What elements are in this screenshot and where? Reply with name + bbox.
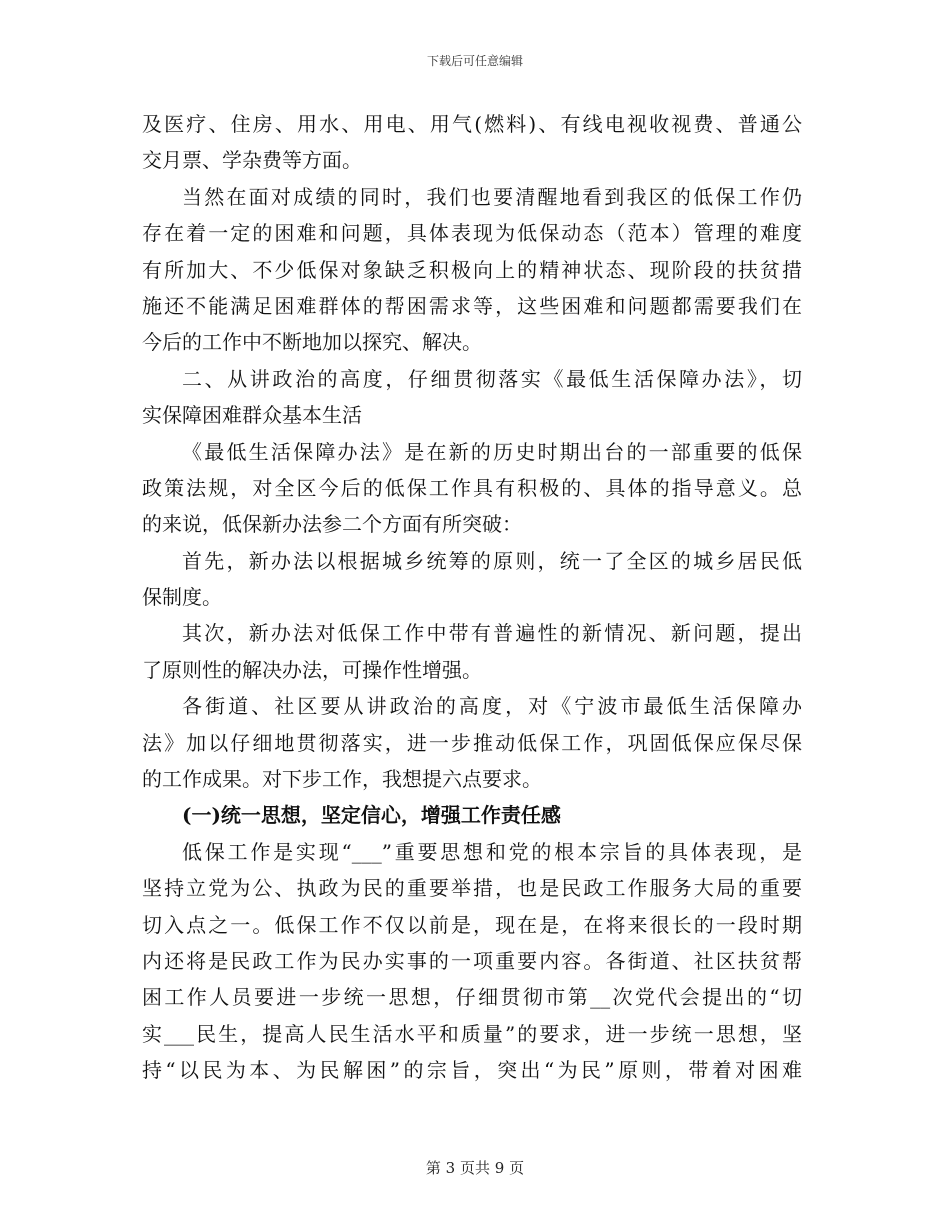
text-line: 的工作成果。对下步工作，我想提六点要求。 bbox=[142, 767, 542, 792]
text-line: 其次，新办法对低保工作中带有普遍性的新情况、新问题，提出 bbox=[182, 621, 802, 646]
section-heading-line: 实保障困难群众基本生活 bbox=[142, 403, 362, 428]
text-line: 的来说，低保新办法参二个方面有所突破： bbox=[142, 512, 522, 537]
text-line: 交月票、学杂费等方面。 bbox=[142, 148, 362, 173]
section-heading-line: 二、从讲政治的高度，仔细贯彻落实《最低生活保障办法》，切 bbox=[182, 366, 802, 391]
text-line: 切入点之一。低保工作不仅以前是，现在是，在将来很长的一段时期 bbox=[142, 912, 802, 937]
text-line: 低保工作是实现“___”重要思想和党的根本宗旨的具体表现，是 bbox=[182, 839, 802, 864]
page-header-note: 下载后可任意编辑 bbox=[426, 54, 523, 68]
text-line: 存在着一定的困难和问题，具体表现为低保动态（范本）管理的难度 bbox=[142, 221, 802, 246]
text-line: 及医疗、住房、用水、用电、用气(燃料)、有线电视收视费、普通公 bbox=[142, 112, 802, 136]
text-line: 有所加大、不少低保对象缺乏积极向上的精神状态、现阶段的扶贫措 bbox=[142, 257, 802, 282]
text-line: 当然在面对成绩的同时，我们也要清醒地看到我区的低保工作仍 bbox=[182, 184, 802, 209]
text-line: 内还将是民政工作为民办实事的一项重要内容。各街道、社区扶贫帮 bbox=[142, 948, 802, 973]
page-number: 第 3 页共 9 页 bbox=[425, 1159, 525, 1177]
text-line: 今后的工作中不断地加以探究、解决。 bbox=[142, 330, 482, 355]
subsection-heading: (一)统一思想，坚定信心，增强工作责任感 bbox=[182, 803, 561, 828]
text-line: 实___民生，提高人民生活水平和质量”的要求，进一步统一思想，坚 bbox=[142, 1021, 802, 1046]
text-line: 施还不能满足困难群体的帮困需求等，这些困难和问题都需要我们在 bbox=[142, 293, 802, 318]
document-body bbox=[142, 106, 802, 1089]
text-line: 困工作人员要进一步统一思想，仔细贯彻市第__次党代会提出的“切 bbox=[142, 985, 802, 1010]
text-line: 了原则性的解决办法，可操作性增强。 bbox=[142, 657, 482, 682]
text-line: 法》加以仔细地贯彻落实，进一步推动低保工作，巩固低保应保尽保 bbox=[142, 730, 802, 755]
text-line: 持“以民为本、为民解困”的宗旨，突出“为民”原则，带着对困难 bbox=[142, 1058, 802, 1083]
text-line: 《最低生活保障办法》是在新的历史时期出台的一部重要的低保 bbox=[182, 439, 802, 464]
text-line: 各街道、社区要从讲政治的高度，对《宁波市最低生活保障办 bbox=[182, 694, 802, 719]
text-line: 政策法规，对全区今后的低保工作具有积极的、具体的指导意义。总 bbox=[142, 475, 802, 500]
text-line: 首先，新办法以根据城乡统筹的原则，统一了全区的城乡居民低 bbox=[182, 548, 802, 573]
text-line: 保制度。 bbox=[142, 585, 222, 610]
text-line: 坚持立党为公、执政为民的重要举措，也是民政工作服务大局的重要 bbox=[142, 876, 802, 901]
